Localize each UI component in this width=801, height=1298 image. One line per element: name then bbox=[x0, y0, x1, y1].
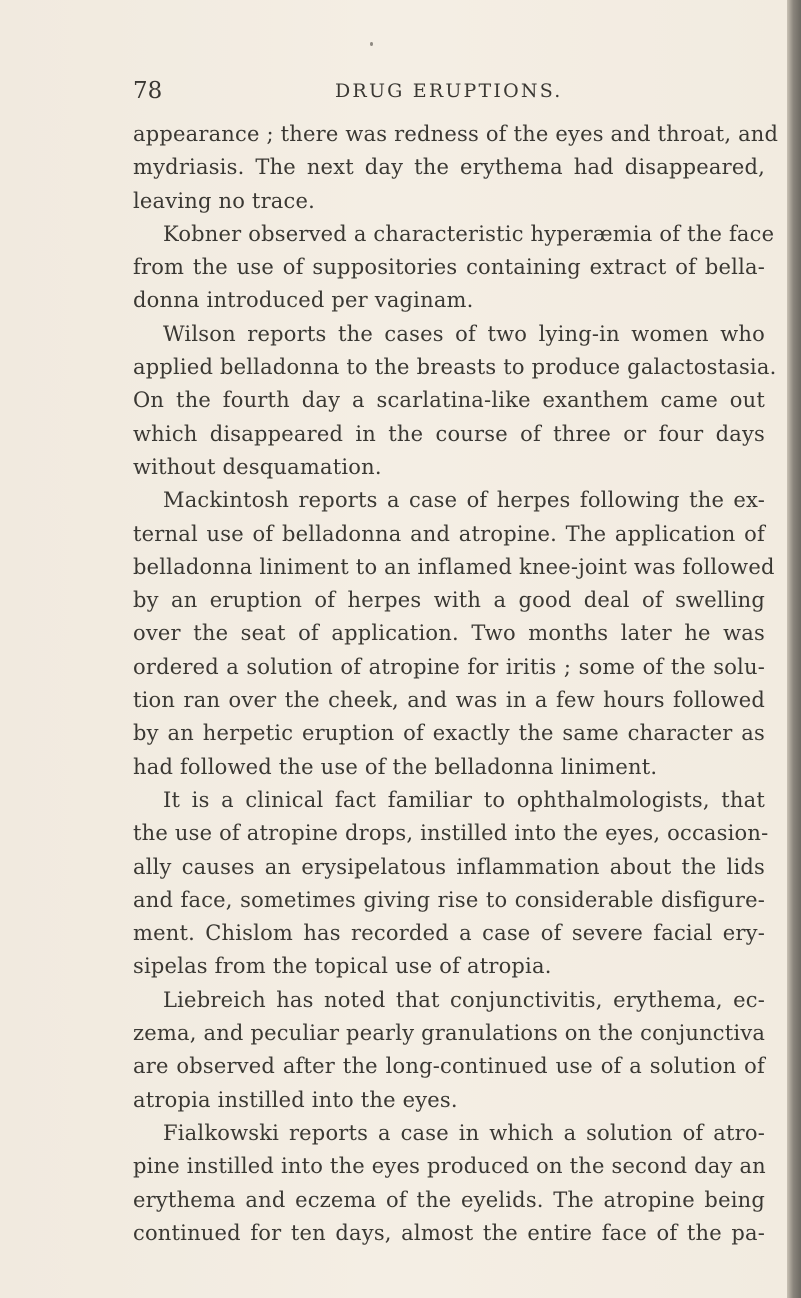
text-line: appearance ; there was redness of the eyes and throat, and bbox=[133, 122, 779, 146]
text-line: zema, and peculiar pearly granulations on the conjunctiva bbox=[133, 1021, 766, 1046]
body-text bbox=[133, 118, 779, 1250]
text-line: tion ran over the cheek, and was in a few hours followed bbox=[133, 688, 765, 713]
text-line: pine instilled into the eyes produced on the second day an bbox=[133, 1154, 766, 1179]
text-line: by an herpetic eruption of exactly the same character as bbox=[133, 721, 765, 746]
text-line: without desquamation. bbox=[133, 454, 382, 479]
text-line: by an eruption of herpes with a good deal of swelling bbox=[133, 588, 765, 613]
text-line: ally causes an erysipelatous inflammation about the lids bbox=[133, 854, 765, 879]
text-line: atropia instilled into the eyes. bbox=[133, 1087, 458, 1112]
text-line: over the seat of application. Two months later he was bbox=[133, 621, 765, 646]
text-line: On the fourth day a scarlatina-like exanthem came out bbox=[133, 388, 765, 413]
text-line: belladonna liniment to an inflamed knee-joint was followed bbox=[133, 554, 775, 579]
text-line: ordered a solution of atropine for iritis ; some of the solu- bbox=[133, 654, 765, 679]
text-line: are observed after the long-continued use of a solution of bbox=[133, 1054, 765, 1079]
running-head: DRUG ERUPTIONS. bbox=[335, 80, 563, 102]
page-header bbox=[133, 78, 773, 112]
text-line: Kobner observed a characteristic hyperæmia of the face bbox=[163, 221, 775, 246]
text-line: continued for ten days, almost the entire face of the pa- bbox=[133, 1220, 765, 1245]
text-line: Mackintosh reports a case of herpes following the ex- bbox=[163, 488, 765, 513]
text-line: donna introduced per vaginam. bbox=[133, 288, 474, 313]
ink-speck bbox=[370, 42, 373, 46]
text-line: and face, sometimes giving rise to considerable disfigure- bbox=[133, 887, 765, 912]
text-line: from the use of suppositories containing extract of bella- bbox=[133, 255, 765, 280]
text-line: Wilson reports the cases of two lying-in women who bbox=[163, 321, 765, 346]
text-line: Liebreich has noted that conjunctivitis, erythema, ec- bbox=[163, 987, 765, 1012]
page-edge-shadow bbox=[787, 0, 801, 1298]
text-line: had followed the use of the belladonna liniment. bbox=[133, 754, 658, 779]
text-line: ment. Chislom has recorded a case of severe facial ery- bbox=[133, 921, 765, 946]
text-line: mydriasis. The next day the erythema had disappeared, bbox=[133, 155, 765, 180]
text-line: sipelas from the topical use of atropia. bbox=[133, 954, 552, 979]
text-line: applied belladonna to the breasts to produce galactostasia. bbox=[133, 355, 777, 380]
text-line: leaving no trace. bbox=[133, 188, 315, 213]
text-line: erythema and eczema of the eyelids. The atropine being bbox=[133, 1187, 765, 1212]
text-line: Fialkowski reports a case in which a solution of atro- bbox=[163, 1120, 765, 1145]
text-line: the use of atropine drops, instilled into the eyes, occasion- bbox=[133, 821, 769, 846]
text-line: ternal use of belladonna and atropine. The application of bbox=[133, 521, 765, 546]
text-line: It is a clinical fact familiar to ophthalmologists, that bbox=[163, 787, 765, 812]
text-line: which disappeared in the course of three or four days bbox=[133, 421, 765, 446]
page-number: 78 bbox=[133, 78, 163, 104]
